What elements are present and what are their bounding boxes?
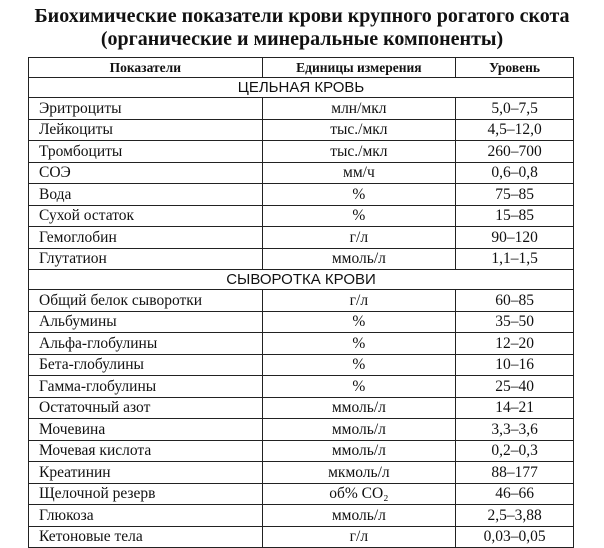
table-row [29, 419, 574, 441]
parameter-cell: Креатинин [29, 462, 263, 484]
level-cell: 10–16 [456, 354, 574, 376]
table-row [29, 462, 574, 484]
units-cell: г/л [262, 526, 456, 548]
header-level: Уровень [456, 58, 574, 78]
parameter-cell: Общий белок сыворотки [29, 290, 263, 312]
parameter-cell: Гамма-глобулины [29, 376, 263, 398]
units-cell: ммоль/л [262, 397, 456, 419]
parameter-cell: Альфа-глобулины [29, 333, 263, 355]
level-cell: 2,5–3,88 [456, 505, 574, 527]
level-cell: 35–50 [456, 311, 574, 333]
document-subtitle: (органические и минеральные компоненты) [100, 28, 504, 50]
units-cell: % [262, 376, 456, 398]
table-row [29, 205, 574, 227]
level-cell: 90–120 [456, 227, 574, 249]
level-cell: 4,5–12,0 [456, 119, 574, 141]
parameter-cell: СОЭ [29, 162, 263, 184]
table-row [29, 397, 574, 419]
blood-parameters-table [28, 57, 574, 548]
units-cell: % [262, 184, 456, 206]
units-cell: ммоль/л [262, 248, 456, 270]
document-title: Биохимические показатели крови крупного рогатого скота [34, 5, 570, 27]
level-cell: 5,0–7,5 [456, 98, 574, 120]
units-cell: % [262, 205, 456, 227]
units-cell: тыс./мкл [262, 119, 456, 141]
parameter-cell: Мочевая кислота [29, 440, 263, 462]
table-row [29, 227, 574, 249]
level-cell: 75–85 [456, 184, 574, 206]
table-row [29, 440, 574, 462]
table-row [29, 483, 574, 505]
level-cell: 260–700 [456, 141, 574, 163]
parameter-cell: Глутатион [29, 248, 263, 270]
parameter-cell: Лейкоциты [29, 119, 263, 141]
table-row [29, 98, 574, 120]
table-row [29, 376, 574, 398]
parameter-cell: Щелочной резерв [29, 483, 263, 505]
units-cell: ммоль/л [262, 505, 456, 527]
level-cell: 1,1–1,5 [456, 248, 574, 270]
level-cell: 3,3–3,6 [456, 419, 574, 441]
parameter-cell: Бета-глобулины [29, 354, 263, 376]
level-cell: 15–85 [456, 205, 574, 227]
level-cell: 0,2–0,3 [456, 440, 574, 462]
parameter-cell: Вода [29, 184, 263, 206]
table-row [29, 505, 574, 527]
section-heading: СЫВОРОТКА КРОВИ [29, 270, 574, 290]
parameter-cell: Кетоновые тела [29, 526, 263, 548]
parameter-cell: Тромбоциты [29, 141, 263, 163]
table-row [29, 354, 574, 376]
units-cell: % [262, 354, 456, 376]
units-cell: об% CO₂ [262, 483, 456, 505]
table-header-row [29, 58, 574, 78]
level-cell: 88–177 [456, 462, 574, 484]
units-cell: ммоль/л [262, 419, 456, 441]
level-cell: 0,03–0,05 [456, 526, 574, 548]
level-cell: 0,6–0,8 [456, 162, 574, 184]
parameter-cell: Мочевина [29, 419, 263, 441]
table-row [29, 184, 574, 206]
parameter-cell: Альбумины [29, 311, 263, 333]
units-cell: г/л [262, 290, 456, 312]
units-cell: г/л [262, 227, 456, 249]
level-cell: 12–20 [456, 333, 574, 355]
level-cell: 46–66 [456, 483, 574, 505]
table-row [29, 526, 574, 548]
table-row [29, 119, 574, 141]
parameter-cell: Остаточный азот [29, 397, 263, 419]
level-cell: 60–85 [456, 290, 574, 312]
units-cell: тыс./мкл [262, 141, 456, 163]
units-cell: % [262, 333, 456, 355]
section-row [29, 270, 574, 290]
section-heading: ЦЕЛЬНАЯ КРОВЬ [29, 78, 574, 98]
units-cell: млн/мкл [262, 98, 456, 120]
parameter-cell: Гемоглобин [29, 227, 263, 249]
table-row [29, 290, 574, 312]
section-row [29, 78, 574, 98]
level-cell: 25–40 [456, 376, 574, 398]
table-row [29, 162, 574, 184]
table-row [29, 141, 574, 163]
table-row [29, 333, 574, 355]
header-parameter: Показатели [29, 58, 263, 78]
table-row [29, 311, 574, 333]
units-cell: мм/ч [262, 162, 456, 184]
parameter-cell: Глюкоза [29, 505, 263, 527]
units-cell: % [262, 311, 456, 333]
units-cell: мкмоль/л [262, 462, 456, 484]
parameter-cell: Сухой остаток [29, 205, 263, 227]
header-units: Единицы измерения [262, 58, 456, 78]
level-cell: 14–21 [456, 397, 574, 419]
table-row [29, 248, 574, 270]
parameter-cell: Эритроциты [29, 98, 263, 120]
units-cell: ммоль/л [262, 440, 456, 462]
